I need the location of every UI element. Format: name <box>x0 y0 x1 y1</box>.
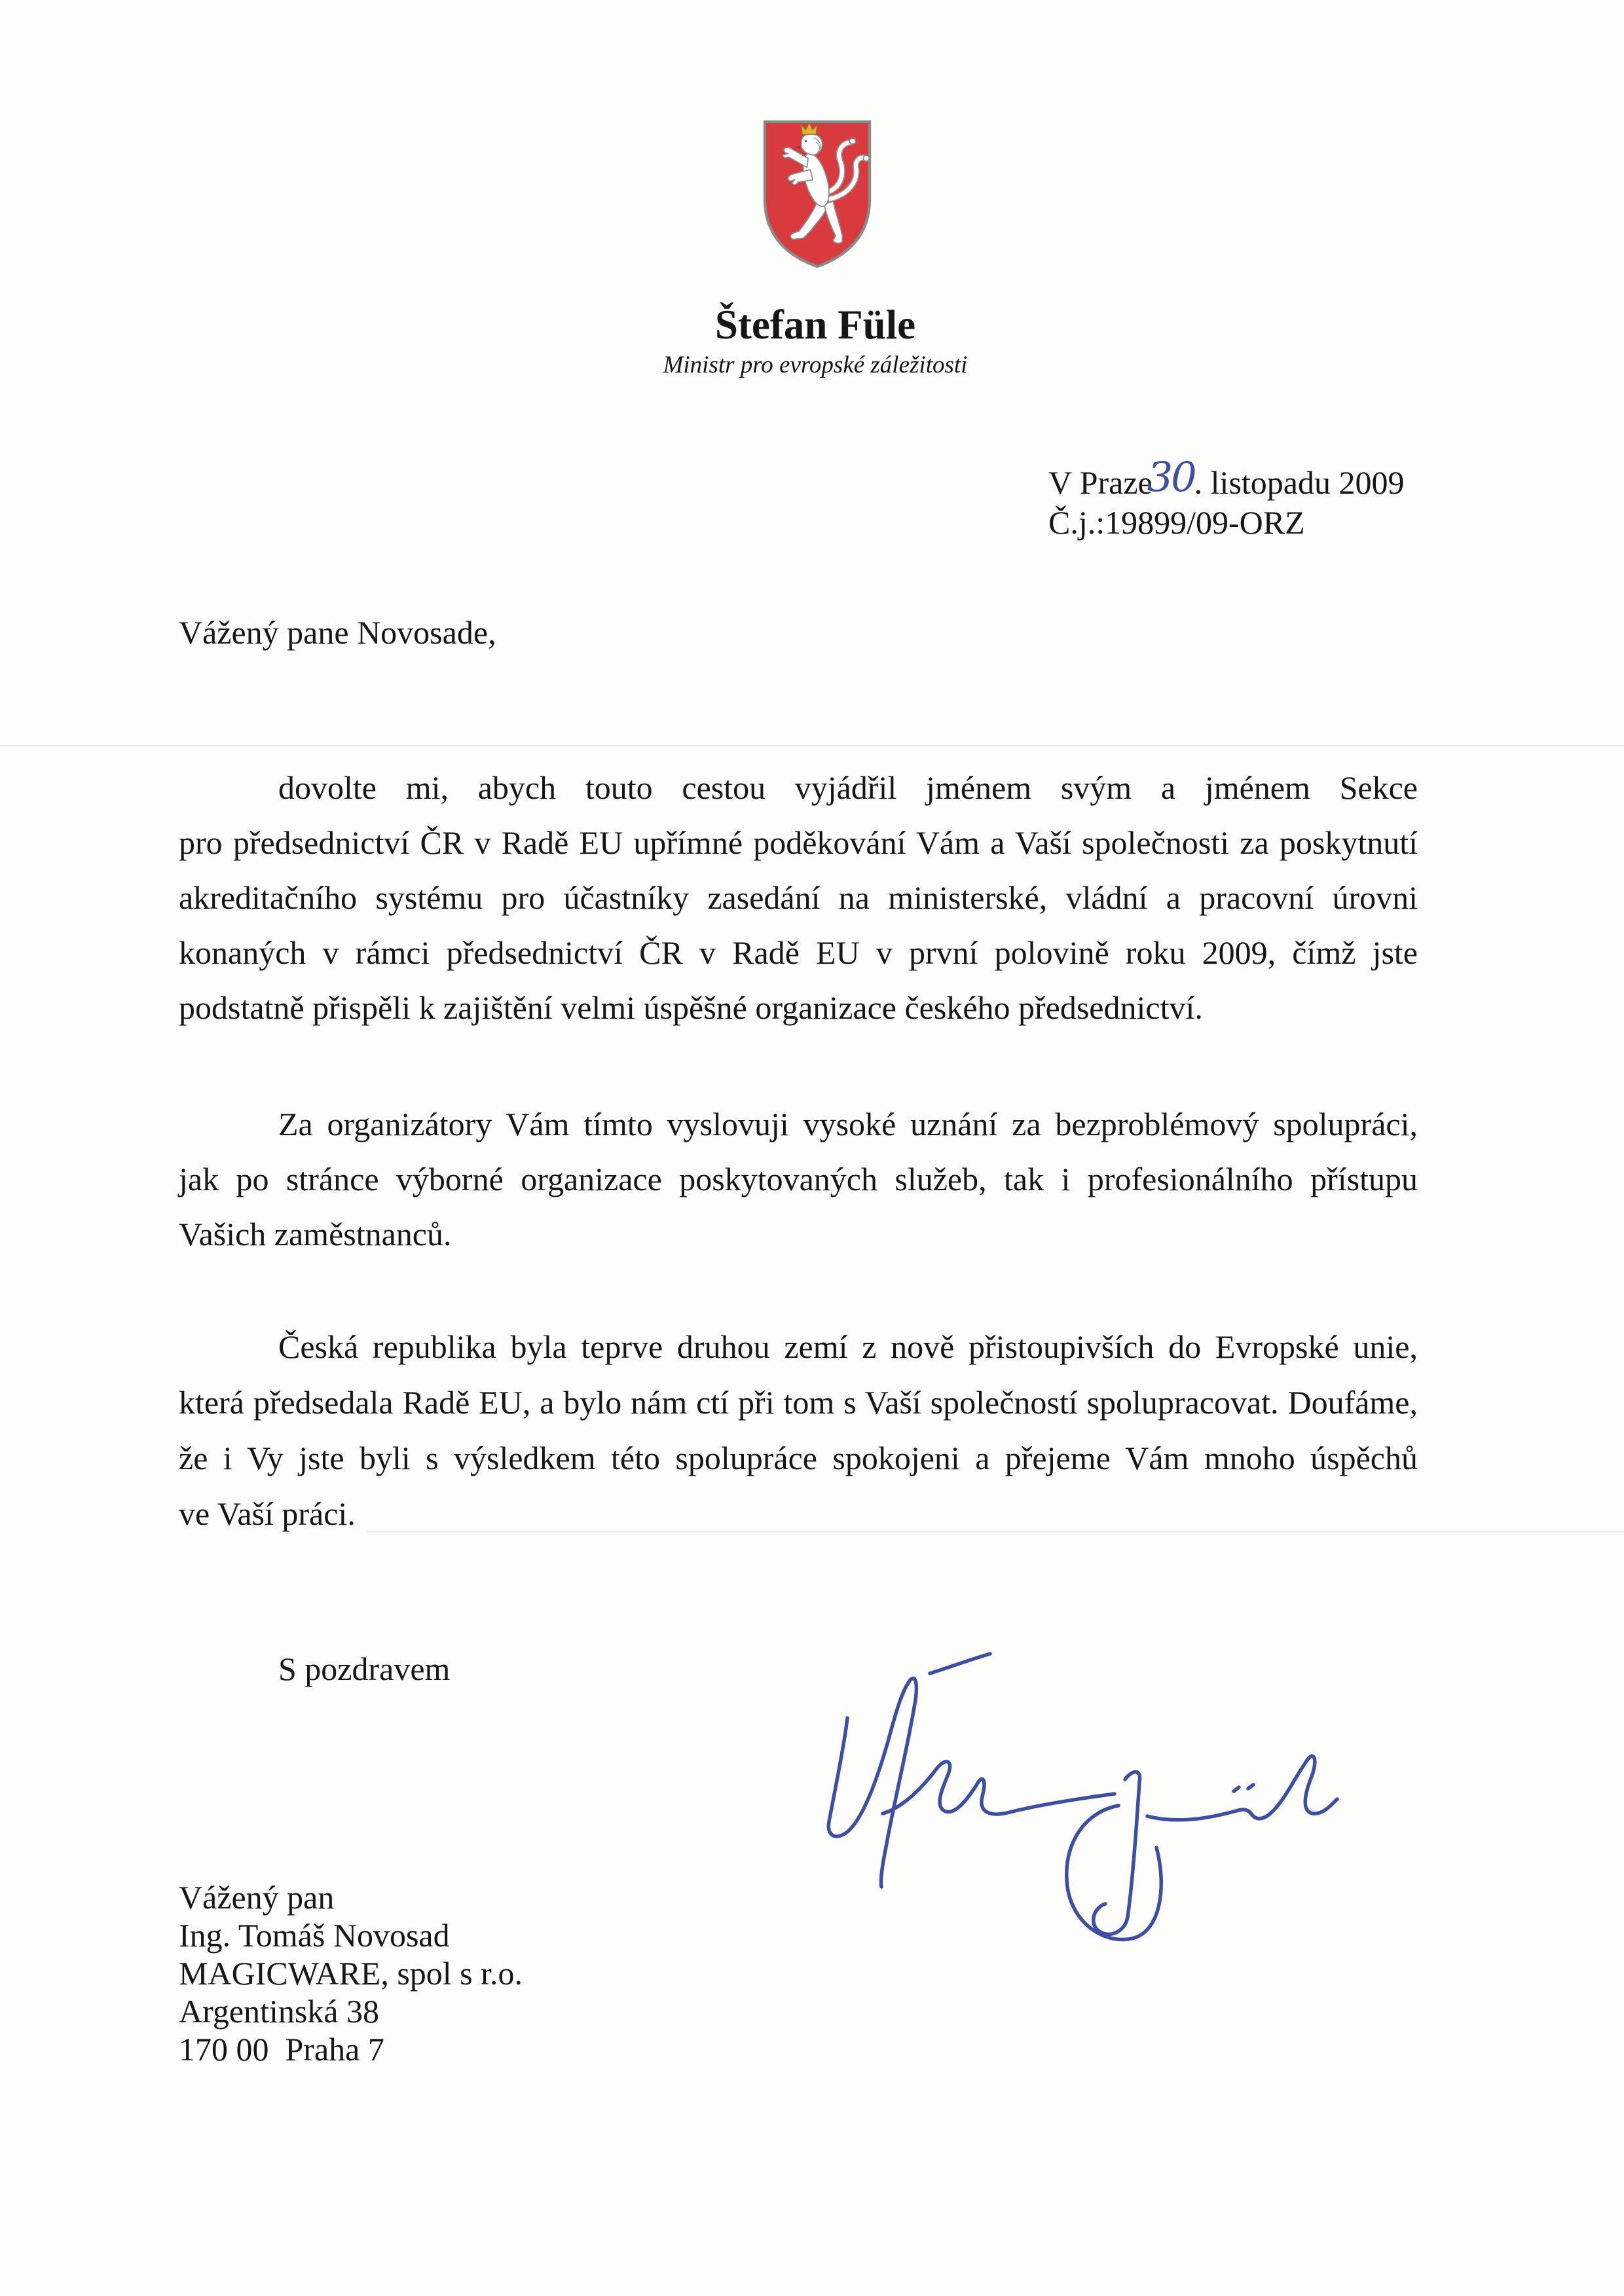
body-paragraph <box>179 760 1418 1035</box>
date-month-year: . listopadu 2009 <box>1194 464 1405 501</box>
signature-stroke <box>930 1654 990 1673</box>
paragraph-line: podstatně přispěli k zajištění velmi úspěšné organizace českého předsednictví. <box>179 989 1203 1026</box>
signature-stroke <box>828 1679 916 1887</box>
reference-number: Č.j.:19899/09-ORZ <box>1048 504 1305 541</box>
paragraph-line: Vašich zaměstnanců. <box>179 1216 452 1252</box>
paragraph-line: dovolte mi, abych touto cestou vyjádřil jménem svým a jménem Sekce <box>278 769 1418 806</box>
salutation: Vážený pane Novosade, <box>179 614 496 651</box>
paragraph-line: Česká republika byla teprve druhou zemí z nově přistoupivších do Evropské unie, <box>278 1328 1418 1365</box>
address-line: 170 00 Praha 7 <box>179 2031 384 2068</box>
czech-coat-of-arms-icon <box>760 117 874 271</box>
signature-stroke <box>1234 1785 1253 1791</box>
signature-stroke <box>1067 1806 1161 1940</box>
paragraph-line: Za organizátory Vám tímto vyslovuji vysoké uznání za bezproblémový spolupráci, <box>278 1106 1418 1142</box>
body-paragraph <box>179 1319 1418 1542</box>
signature-stroke <box>1147 1756 1337 1820</box>
sender-name: Štefan Füle <box>714 302 916 348</box>
address-line: Ing. Tomáš Novosad <box>179 1917 450 1954</box>
paragraph-line: ve Vaší práci. <box>179 1495 356 1532</box>
paragraph-line: akreditačního systému pro účastníky zasedání na ministerské, vládní a pracovní úrovni <box>179 879 1418 916</box>
address-line: MAGICWARE, spol s r.o. <box>179 1955 523 1992</box>
paragraph-line: že i Vy jste byli s výsledkem této spolupráce spokojeni a přejeme Vám mnoho úspěchů <box>179 1440 1418 1476</box>
dateline <box>1048 453 1405 543</box>
handwritten-signature <box>819 1650 1342 1951</box>
paragraph-line: konaných v rámci předsednictví ČR v Radě EU v první polovině roku 2009, čímž jste <box>179 934 1418 971</box>
body-paragraph <box>179 1097 1418 1262</box>
address-line: Argentinská 38 <box>179 1993 379 2030</box>
paper-fold-line <box>0 745 1624 746</box>
signature-stroke <box>883 1762 1115 1814</box>
closing: S pozdravem <box>278 1650 451 1687</box>
date-row <box>1048 453 1405 503</box>
paragraph-line: pro předsednictví ČR v Radě EU upřímné poděkování Vám a Vaší společnosti za poskytnutí <box>179 824 1418 861</box>
paragraph-line: jak po stránce výborné organizace poskytovaných služeb, tak i profesionálního přístupu <box>179 1161 1418 1197</box>
paragraph-line: která předsedala Radě EU, a bylo nám ctí při tom s Vaší společností spolupracovat. Doufáme, <box>179 1384 1418 1421</box>
date-day-handwritten: 30 <box>1147 453 1195 501</box>
address-line: Vážený pan <box>179 1879 335 1916</box>
lion-eye <box>805 140 807 142</box>
date-place: V Praze <box>1048 464 1153 501</box>
recipient-address <box>179 1878 523 2068</box>
sender-title: Ministr pro evropské záležitosti <box>663 352 968 378</box>
